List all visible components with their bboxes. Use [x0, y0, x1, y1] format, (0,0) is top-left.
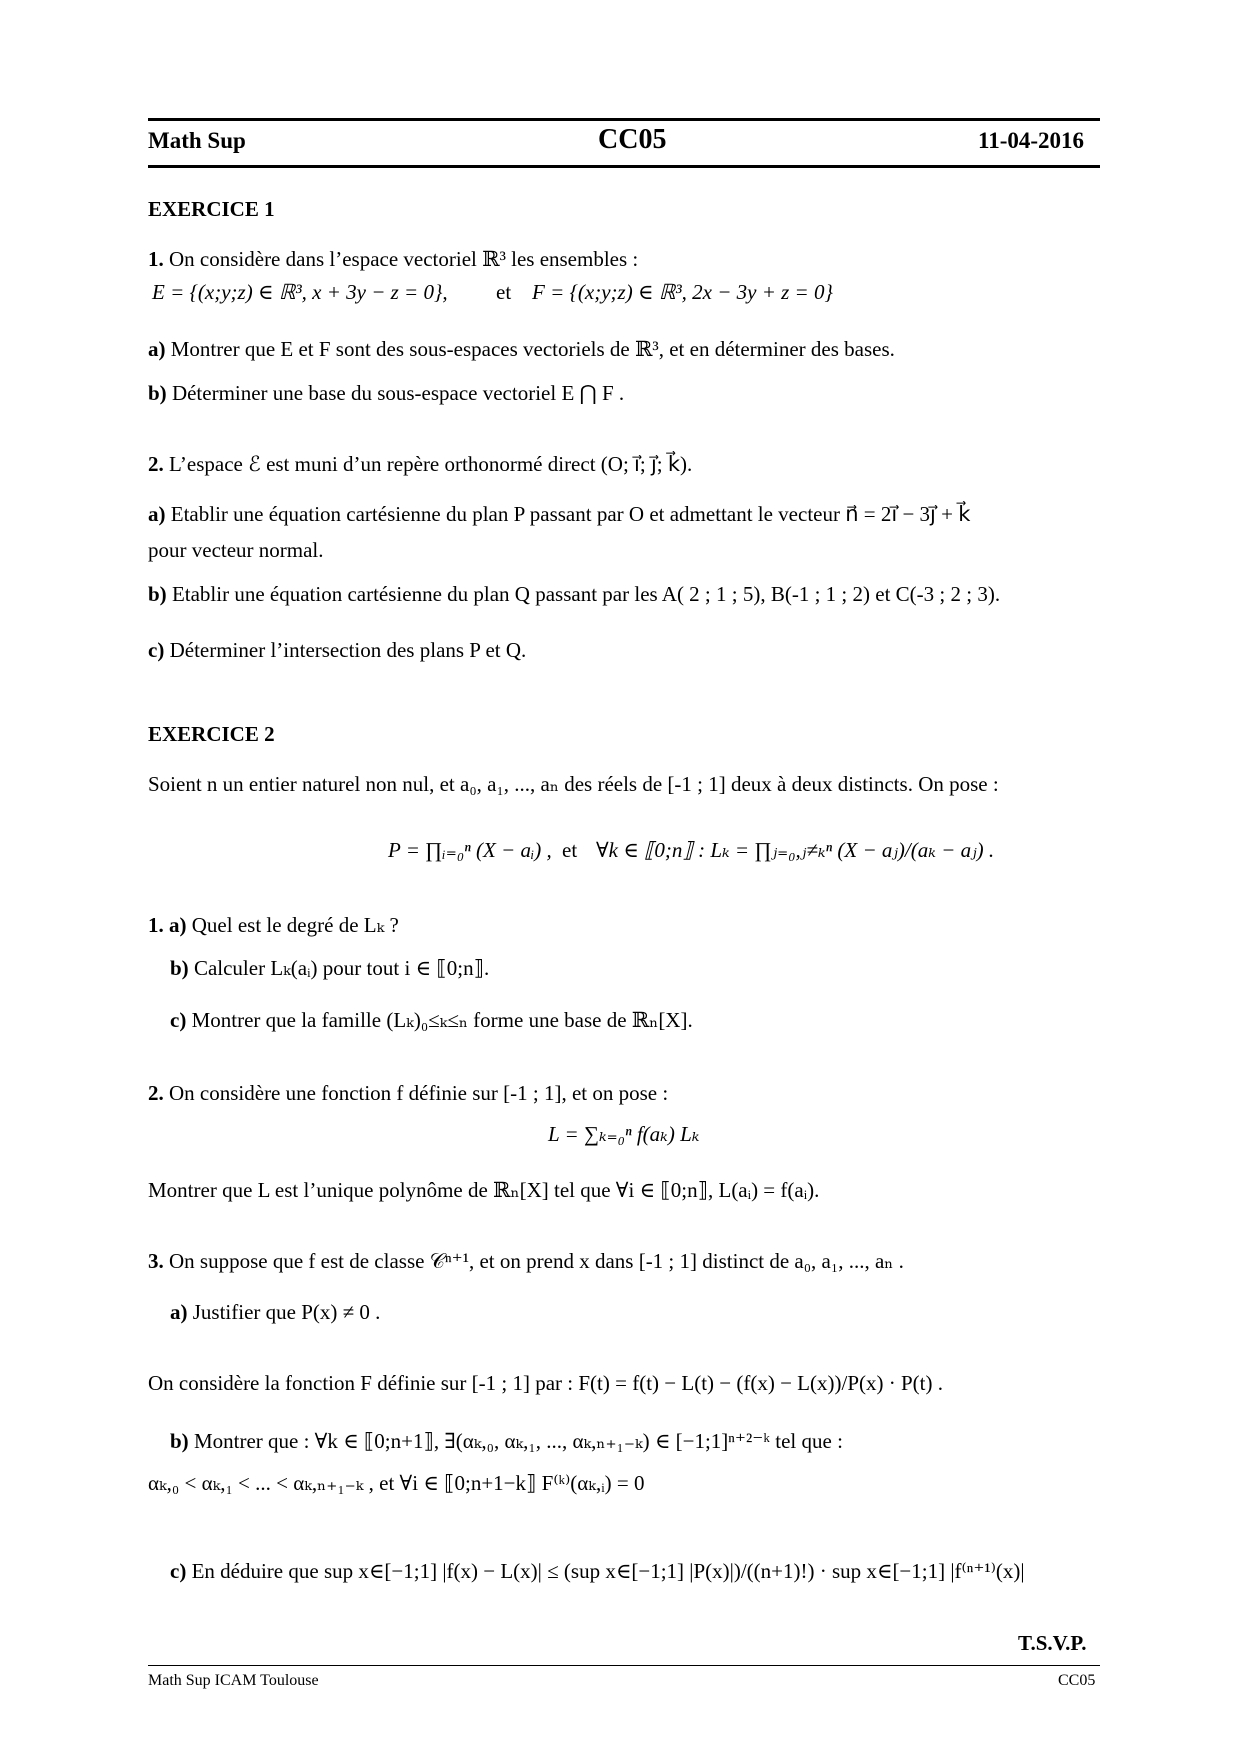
ex2-q3a-text: Justifier que P(x) ≠ 0 . — [192, 1300, 381, 1324]
footer-left: Math Sup ICAM Toulouse — [148, 1672, 319, 1689]
ex2-q3b-text2: αₖ,₀ < αₖ,₁ < ... < αₖ,ₙ₊₁₋ₖ , et ∀i ∈ ⟦0;n+1−k⟧ F⁽ᵏ⁾(αₖ,ᵢ) = 0 — [148, 1471, 645, 1495]
ex2-q3b-label: b) — [170, 1429, 189, 1453]
header-left: Math Sup — [148, 128, 246, 153]
ex2-def-et: et — [562, 838, 578, 862]
ex1-q2a — [148, 501, 970, 527]
ex2-q3c-text: En déduire que sup x∈[−1;1] |f(x) − L(x)| ≤ (sup x∈[−1;1] |P(x)|)/((n+1)!) · sup x∈[−1;1] |f⁽ⁿ⁺¹⁾(x)| — [191, 1559, 1025, 1583]
ex1-q2a-text2: pour vecteur normal. — [148, 538, 324, 562]
ex1-qb-text: Déterminer une base du sous-espace vectoriel E ⋂ F . — [171, 381, 625, 405]
ex2-q2-text2: Montrer que L est l’unique polynôme de ℝₙ[X] tel que ∀i ∈ ⟦0;n⟧, L(aᵢ) = f(aᵢ). — [148, 1178, 820, 1202]
ex2-q1b-label: b) — [170, 956, 189, 980]
ex1-qa — [148, 336, 895, 362]
ex2-q1b-text: Calculer Lₖ(aᵢ) pour tout i ∈ ⟦0;n⟧. — [193, 956, 490, 980]
ex1-q2a-text: Etablir une équation cartésienne du plan P passant par O et admettant le vecteur n⃗ = 2i⃗ − 3j⃗ + k⃗ — [170, 502, 971, 526]
ex1-q2b-label: b) — [148, 582, 167, 606]
ex2-q2-text: On considère une fonction f définie sur [-1 ; 1], et on pose : — [169, 1081, 669, 1105]
ex2-q3 — [148, 1248, 904, 1274]
ex1-set-F: F = {(x;y;z) ∈ ℝ³, 2x − 3y + z = 0} — [532, 280, 833, 304]
ex2-q1c-label: c) — [170, 1008, 187, 1032]
ex2-def-L: ∀k ∈ ⟦0;n⟧ : Lₖ = ∏ⱼ₌₀,ⱼ≠ₖⁿ (X − aⱼ)/(aₖ − aⱼ) . — [596, 838, 995, 862]
ex2-q3c — [170, 1558, 1025, 1584]
ex1-q2b-text: Etablir une équation cartésienne du plan Q passant par les A( 2 ; 1 ; 5), B(-1 ; 1 ; 2) et C(-3 ; 2 ; 3). — [171, 582, 1001, 606]
ex2-q1c-text: Montrer que la famille (Lₖ)₀≤ₖ≤ₙ forme une base de ℝₙ[X]. — [191, 1008, 693, 1032]
ex2-q1a-label: a) — [169, 913, 187, 937]
ex1-set-et: et — [496, 280, 512, 304]
ex2-title: EXERCICE 2 — [148, 722, 275, 746]
ex1-q2c — [148, 637, 526, 663]
ex1-q2b — [148, 581, 1000, 607]
header-rule-bottom — [148, 165, 1100, 168]
ex2-q1 — [148, 912, 399, 938]
ex1-q2c-label: c) — [148, 638, 165, 662]
ex2-q3a — [170, 1299, 380, 1325]
header-rule-top — [148, 118, 1100, 121]
ex2-def-P: P = ∏ᵢ₌₀ⁿ (X − aᵢ) , — [388, 838, 552, 862]
ex1-q2c-text: Déterminer l’intersection des plans P et Q. — [169, 638, 527, 662]
ex2-q3-num: 3. — [148, 1249, 164, 1273]
footer-right: CC05 — [1058, 1672, 1096, 1689]
ex2-q1a-text: Quel est le degré de Lₖ ? — [191, 913, 399, 937]
ex2-q2-num: 2. — [148, 1081, 164, 1105]
ex1-q2-num: 2. — [148, 452, 164, 476]
ex2-q3c-label: c) — [170, 1559, 187, 1583]
tsvp: T.S.V.P. — [1018, 1631, 1087, 1655]
ex2-q2-formula: L = ∑ₖ₌₀ⁿ f(aₖ) Lₖ — [548, 1122, 700, 1146]
ex2-q1-num: 1. — [148, 913, 164, 937]
ex2-q3b-text: Montrer que : ∀k ∈ ⟦0;n+1⟧, ∃(αₖ,₀, αₖ,₁, ..., αₖ,ₙ₊₁₋ₖ) ∈ [−1;1]ⁿ⁺²⁻ᵏ tel que : — [193, 1429, 843, 1453]
footer-rule — [148, 1665, 1100, 1666]
ex2-q3b — [170, 1428, 843, 1454]
header-center: CC05 — [598, 124, 667, 155]
ex1-q1 — [148, 246, 638, 272]
ex1-q1-text: On considère dans l’espace vectoriel ℝ³ les ensembles : — [169, 247, 639, 271]
ex1-set-E: E = {(x;y;z) ∈ ℝ³, x + 3y − z = 0}, — [152, 280, 448, 304]
ex2-q3a-label: a) — [170, 1300, 188, 1324]
ex1-title: EXERCICE 1 — [148, 197, 275, 221]
ex2-q2 — [148, 1080, 668, 1106]
header-right: 11-04-2016 — [978, 128, 1085, 153]
ex1-qb-label: b) — [148, 381, 167, 405]
ex1-q2-text: L’espace ℰ est muni d’un repère orthonormé direct (O; i⃗; j⃗; k⃗). — [169, 452, 693, 476]
ex2-q3-text: On suppose que f est de classe 𝒞ⁿ⁺¹, et on prend x dans [-1 ; 1] distinct de a₀, a₁, ..., aₙ . — [169, 1249, 904, 1273]
ex1-q2a-label: a) — [148, 502, 166, 526]
ex2-q1b — [170, 955, 489, 981]
ex2-intro: Soient n un entier naturel non nul, et a₀, a₁, ..., aₙ des réels de [-1 ; 1] deux à deux distincts. On pose : — [148, 772, 999, 796]
ex1-qa-text: Montrer que E et F sont des sous-espaces vectoriels de ℝ³, et en déterminer des bases. — [170, 337, 895, 361]
ex1-qb — [148, 380, 624, 406]
ex1-qa-label: a) — [148, 337, 166, 361]
ex1-q1-num: 1. — [148, 247, 164, 271]
ex1-q2 — [148, 451, 692, 477]
ex2-q3-F: On considère la fonction F définie sur [-1 ; 1] par : F(t) = f(t) − L(t) − (f(x) − L(x))/P(x) · P(t) . — [148, 1371, 943, 1395]
ex2-q1c — [170, 1007, 693, 1033]
